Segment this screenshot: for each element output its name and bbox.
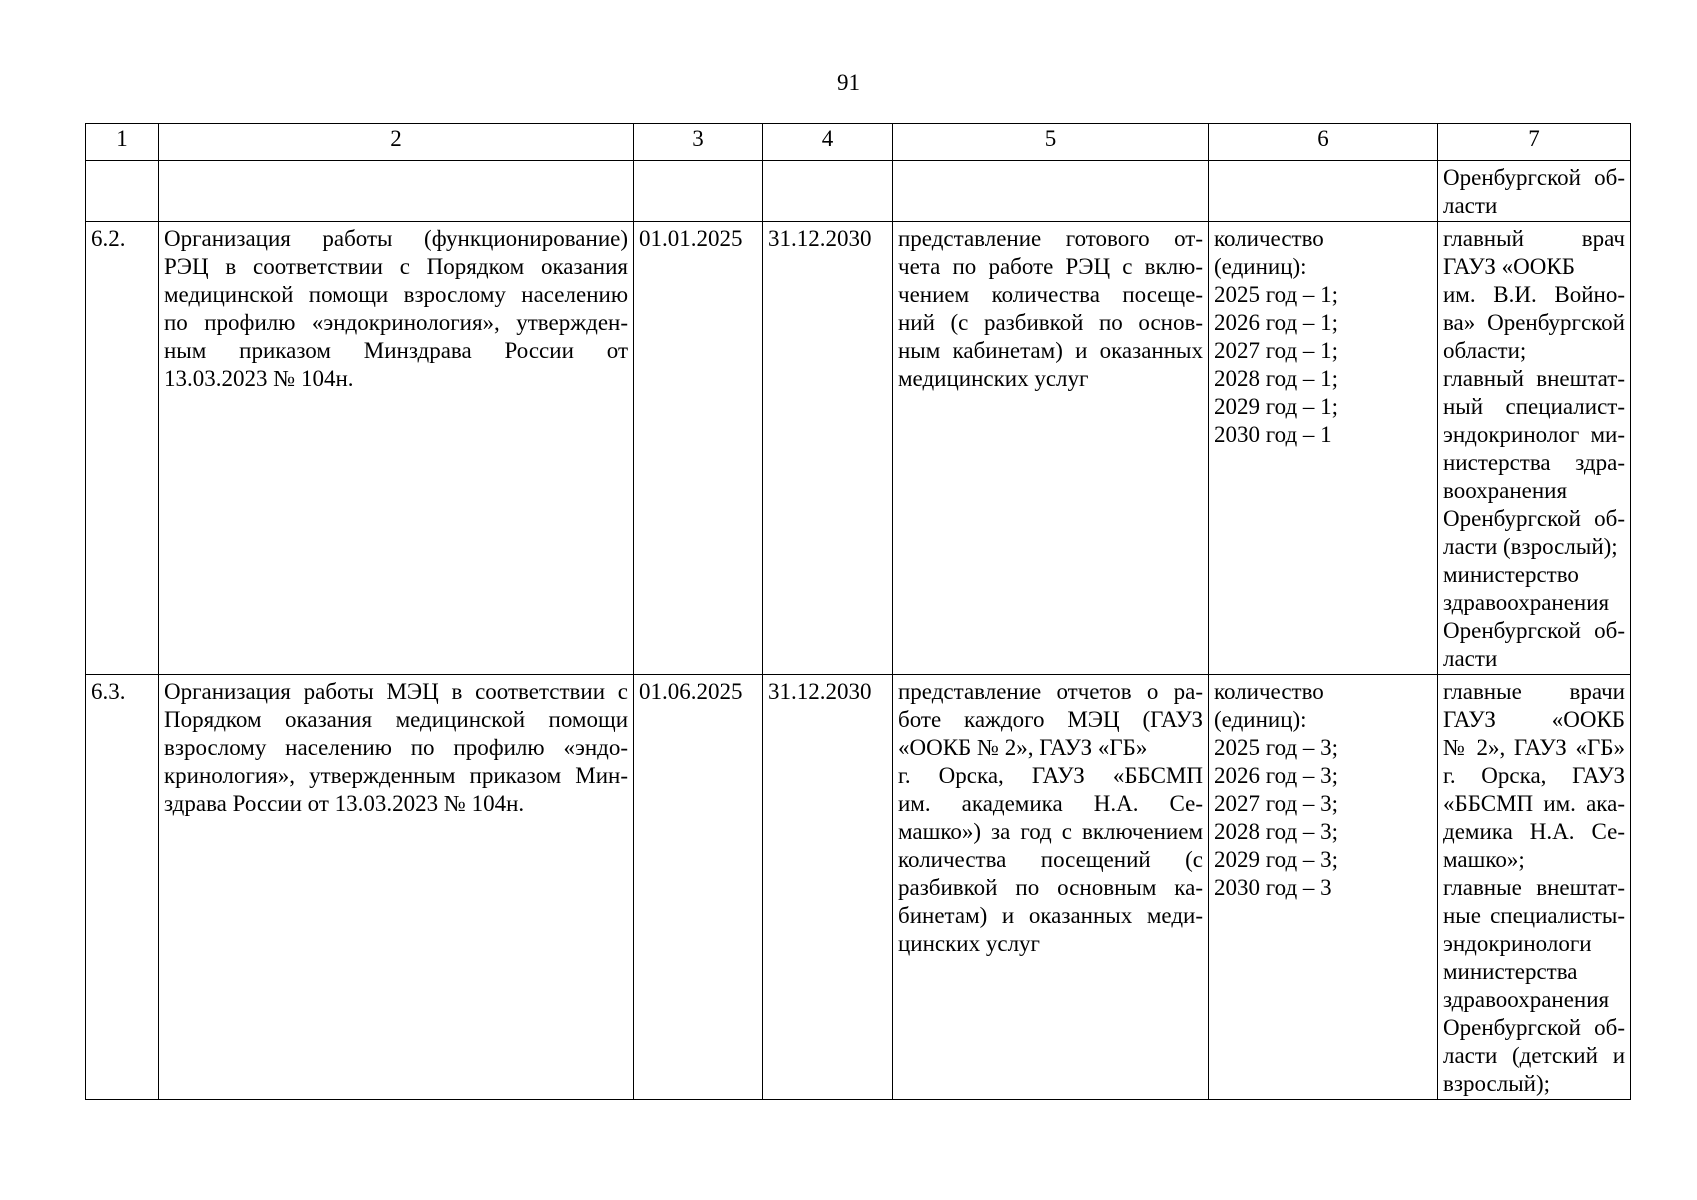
text-line: количество (1214, 226, 1324, 251)
cell-empty (159, 161, 634, 222)
header-col-7: 7 (1438, 124, 1631, 161)
item-number: 6.3. (86, 675, 159, 1100)
table-row (86, 675, 1631, 1100)
text-line: ний (с разбивкой по основ- (898, 310, 1203, 335)
text-line: 13.03.2023 № 104н. (164, 366, 354, 391)
indicator-cell (1209, 222, 1438, 675)
text-line: министерство (1443, 562, 1579, 587)
text-line: главный внештат- (1443, 366, 1625, 391)
text-line: области; (1443, 338, 1527, 363)
result-cell (893, 222, 1209, 675)
text-line: 2027 год – 3; (1214, 791, 1339, 816)
cell-empty (893, 161, 1209, 222)
text-line: 2030 год – 1 (1214, 422, 1332, 447)
text-line: взрослый); (1443, 1071, 1551, 1096)
end-date: 31.12.2030 (763, 675, 893, 1100)
text-line: «ООКБ № 2», ГАУЗ «ГБ» (898, 735, 1148, 760)
cell-empty (86, 161, 159, 222)
cell-empty (634, 161, 763, 222)
text-line: им. академика Н.А. Се- (898, 791, 1203, 816)
table-row (86, 222, 1631, 675)
text-line: «ББСМП им. ака- (1443, 791, 1625, 816)
text-line: медицинских услуг (898, 366, 1089, 391)
text-line: машко») за год с включением (898, 819, 1203, 844)
text-line: ным кабинетам) и оказанных (898, 338, 1203, 363)
result-cell (893, 675, 1209, 1100)
text-line: 2030 год – 3 (1214, 875, 1332, 900)
text-line: Организация работы МЭЦ в соответствии с (164, 679, 628, 704)
continuation-row (86, 161, 1631, 222)
header-col-5: 5 (893, 124, 1209, 161)
text-line: 2026 год – 1; (1214, 310, 1339, 335)
text-line: демика Н.А. Се- (1443, 819, 1625, 844)
text-line: Оренбургской об- (1443, 1015, 1625, 1040)
end-date: 31.12.2030 (763, 222, 893, 675)
text-line: медицинской помощи взрослому населению (164, 282, 628, 307)
text-line: главные врачи (1443, 679, 1625, 704)
header-col-2: 2 (159, 124, 634, 161)
header-col-1: 1 (86, 124, 159, 161)
text-line: ный специалист- (1443, 394, 1625, 419)
text-line: РЭЦ в соответствии с Порядком оказания (164, 254, 628, 279)
text-line: цинских услуг (898, 931, 1040, 956)
header-col-3: 3 (634, 124, 763, 161)
text-line: (единиц): (1214, 707, 1307, 732)
text-line: ГАУЗ «ООКБ (1443, 254, 1575, 279)
text-line: ласти (детский и (1443, 1043, 1625, 1068)
text-line: ные специалисты- (1443, 903, 1625, 928)
text-line: главный врач (1443, 226, 1625, 251)
start-date: 01.01.2025 (634, 222, 763, 675)
text-line: Оренбургской об- (1443, 165, 1625, 190)
plan-table (85, 123, 1631, 1100)
text-line: главные внештат- (1443, 875, 1625, 900)
text-line: кринология», утвержденным приказом Мин- (164, 763, 628, 788)
start-date: 01.06.2025 (634, 675, 763, 1100)
activity-cell (159, 675, 634, 1100)
text-line: (единиц): (1214, 254, 1307, 279)
text-line: взрослому населению по профилю «эндо- (164, 735, 628, 760)
text-line: количество (1214, 679, 1324, 704)
text-line: воохранения (1443, 478, 1568, 503)
text-line: ласти (взрослый); (1443, 534, 1618, 559)
activity-cell (159, 222, 634, 675)
cell-empty (1209, 161, 1438, 222)
text-line: 2029 год – 3; (1214, 847, 1339, 872)
text-line: Организация работы (функционирование) (164, 226, 628, 251)
text-line: 2029 год – 1; (1214, 394, 1339, 419)
indicator-cell (1209, 675, 1438, 1100)
text-line: представление отчетов о ра- (898, 679, 1203, 704)
text-line: Оренбургской об- (1443, 506, 1625, 531)
text-line: по профилю «эндокринология», утвержден- (164, 310, 628, 335)
page-number: 91 (837, 70, 860, 95)
header-row (86, 124, 1631, 161)
cell-empty (763, 161, 893, 222)
text-line: разбивкой по основным ка- (898, 875, 1203, 900)
text-line: чета по работе РЭЦ с вклю- (898, 254, 1203, 279)
text-line: 2028 год – 3; (1214, 819, 1339, 844)
text-line: чением количества посеще- (898, 282, 1203, 307)
text-line: боте каждого МЭЦ (ГАУЗ (898, 707, 1203, 732)
text-line: Оренбургской об- (1443, 618, 1625, 643)
text-line: представление готового от- (898, 226, 1203, 251)
text-line: 2027 год – 1; (1214, 338, 1339, 363)
text-line: количества посещений (с (898, 847, 1203, 872)
item-number: 6.2. (86, 222, 159, 675)
text-line: г. Орска, ГАУЗ (1443, 763, 1625, 788)
text-line: министерства (1443, 959, 1578, 984)
text-line: ласти (1443, 193, 1498, 218)
text-line: ГАУЗ «ООКБ (1443, 707, 1625, 732)
responsible-cell (1438, 675, 1631, 1100)
text-line: 2025 год – 1; (1214, 282, 1339, 307)
responsible-cell (1438, 222, 1631, 675)
text-line: нистерства здра- (1443, 450, 1625, 475)
text-line: им. В.И. Войно- (1443, 282, 1625, 307)
text-line: эндокринологи (1443, 931, 1592, 956)
text-line: 2025 год – 3; (1214, 735, 1339, 760)
text-line: 2026 год – 3; (1214, 763, 1339, 788)
text-line: эндокринолог ми- (1443, 422, 1625, 447)
text-line: 2028 год – 1; (1214, 366, 1339, 391)
header-col-4: 4 (763, 124, 893, 161)
text-line: г. Орска, ГАУЗ «ББСМП (898, 763, 1203, 788)
text-line: ва» Оренбургской (1443, 310, 1625, 335)
text-line: бинетам) и оказанных меди- (898, 903, 1203, 928)
text-line: здрава России от 13.03.2023 № 104н. (164, 791, 525, 816)
text-line: здравоохранения (1443, 590, 1610, 615)
text-line: здравоохранения (1443, 987, 1610, 1012)
text-line: ным приказом Минздрава России от (164, 338, 628, 363)
text-line: Порядком оказания медицинской помощи (164, 707, 628, 732)
text-line: машко»; (1443, 847, 1525, 872)
responsible-cell (1438, 161, 1631, 222)
text-line: № 2», ГАУЗ «ГБ» (1443, 735, 1625, 760)
text-line: ласти (1443, 646, 1498, 671)
header-col-6: 6 (1209, 124, 1438, 161)
